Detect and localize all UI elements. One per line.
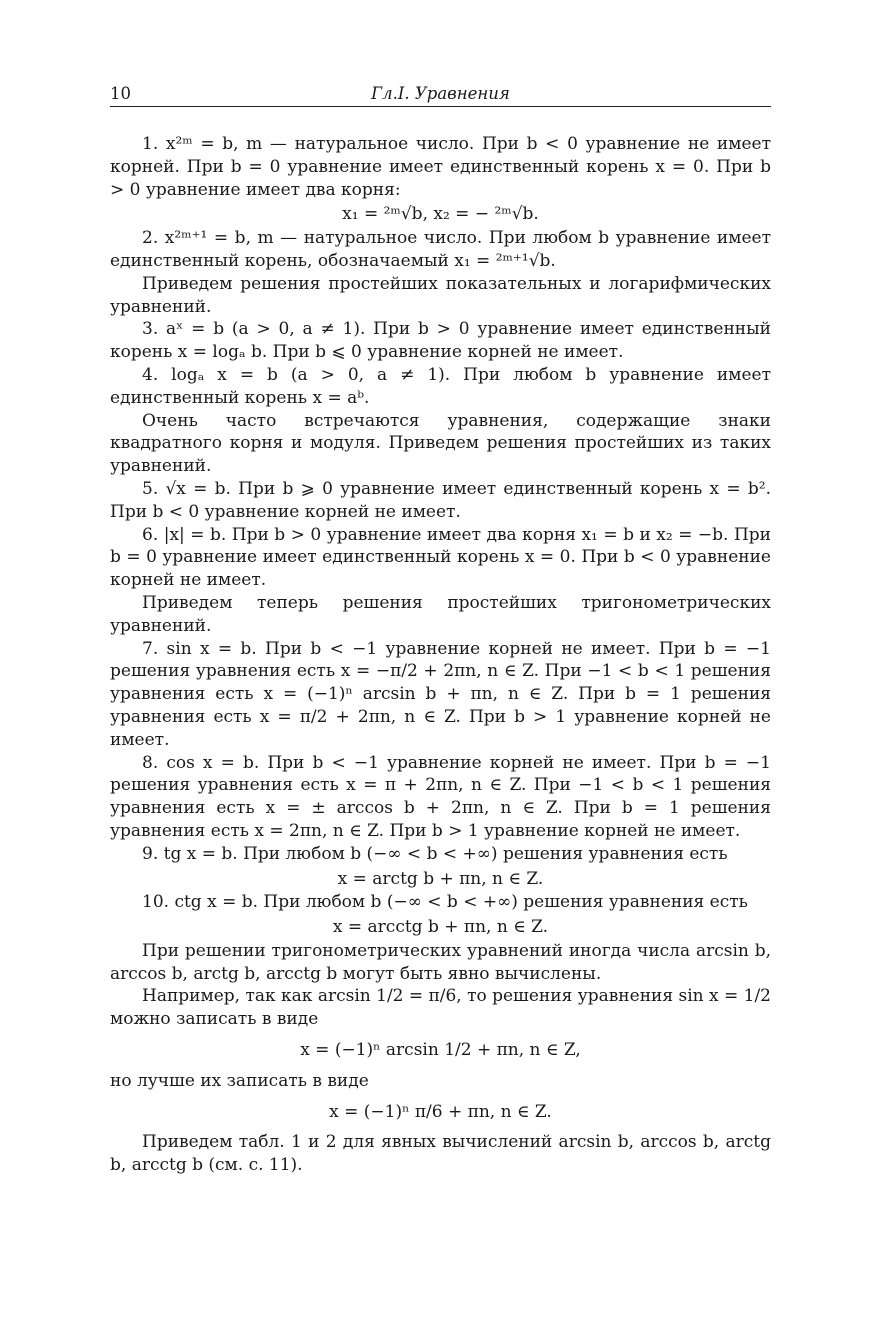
item-3: 3. aˣ = b (a > 0, a ≠ 1). При b > 0 уравнение имеет единственный корень x = logₐ b. При b ⩽ 0 уравнение корней не имеет. — [110, 319, 771, 363]
page-number: 10 — [110, 84, 131, 103]
equation-arcctg: x = arcctg b + πn, n ∈ Z. — [332, 917, 549, 938]
equation-example-pi6: x = (−1)ⁿ π/6 + πn, n ∈ Z. — [329, 1101, 552, 1122]
item-2: 2. x²ᵐ⁺¹ = b, m — натуральное число. При любом b уравнение имеет единственный корень, обозначаемый x₁ = ²ᵐ⁺¹√b. — [110, 228, 771, 271]
better-form-intro: но лучше их записать в виде — [110, 1070, 369, 1091]
item-8: 8. cos x = b. При b < −1 уравнение корней не имеет. При b = −1 решения уравнения есть x = π + 2πn, n ∈ Z. При −1 < b < 1 решения уравнения есть x = ± arccos b + 2πn, n ∈ Z. При b = 1 решения уравнения есть x = 2πn, n ∈ Z. При b > 1 уравнение корней не имеет. — [110, 752, 771, 841]
note-explicit-values: При решении тригонометрических уравнений иногда числа arcsin b, arccos b, arctg b, arcctg b могут быть явно вычислены. — [110, 940, 771, 984]
item-7: 7. sin x = b. При b < −1 уравнение корней не имеет. При b = −1 решения уравнения есть x = −π/2 + 2πn, n ∈ Z. При −1 < b < 1 решения уравнения есть x = (−1)ⁿ arcsin b + πn, n ∈ Z. При b = 1 решения уравнения есть x = π/2 + 2πn, n ∈ Z. При b > 1 уравнение корней не имеет. — [110, 638, 771, 750]
running-title: Гл.I. Уравнения — [371, 84, 510, 103]
intro-trig: Приведем теперь решения простейших тригонометрических уравнений. — [110, 592, 771, 636]
item-1: 1. x²ᵐ = b, m — натуральное число. При b < 0 уравнение не имеет корней. При b = 0 уравнение имеет единственный корень x = 0. При b > 0 уравнение имеет два корня: — [110, 134, 771, 200]
intro-exp-log: Приведем решения простейших показательных и логарифмических уравнений. — [110, 273, 771, 317]
page-body — [110, 133, 771, 1177]
equation-roots-even: x₁ = ²ᵐ√b, x₂ = − ²ᵐ√b. — [342, 204, 539, 225]
item-9: 9. tg x = b. При любом b (−∞ < b < +∞) решения уравнения есть — [142, 843, 728, 864]
item-10: 10. ctg x = b. При любом b (−∞ < b < +∞) решения уравнения есть — [142, 892, 748, 913]
item-6: 6. |x| = b. При b > 0 уравнение имеет два корня x₁ = b и x₂ = −b. При b = 0 уравнение имеет единственный корень x = 0. При b < 0 уравнение корней не имеет. — [110, 524, 771, 591]
example-intro: Например, так как arcsin 1/2 = π/6, то решения уравнения sin x = 1/2 можно записать в виде — [110, 986, 771, 1030]
running-header — [110, 78, 771, 107]
item-4: 4. logₐ x = b (a > 0, a ≠ 1). При любом b уравнение имеет единственный корень x = aᵇ. — [110, 364, 771, 408]
equation-example-arcsin: x = (−1)ⁿ arcsin 1/2 + πn, n ∈ Z, — [300, 1040, 581, 1061]
item-5: 5. √x = b. При b ⩾ 0 уравнение имеет единственный корень x = b². При b < 0 уравнение корней не имеет. — [110, 478, 771, 522]
book-page — [110, 78, 771, 1177]
equation-arctg: x = arctg b + πn, n ∈ Z. — [337, 868, 544, 889]
tables-reference: Приведем табл. 1 и 2 для явных вычислений arcsin b, arccos b, arctg b, arcctg b (см. с. 11). — [110, 1132, 771, 1176]
intro-root-modulus: Очень часто встречаются уравнения, содержащие знаки квадратного корня и модуля. Приведем решения простейших из таких уравнений. — [110, 410, 771, 477]
